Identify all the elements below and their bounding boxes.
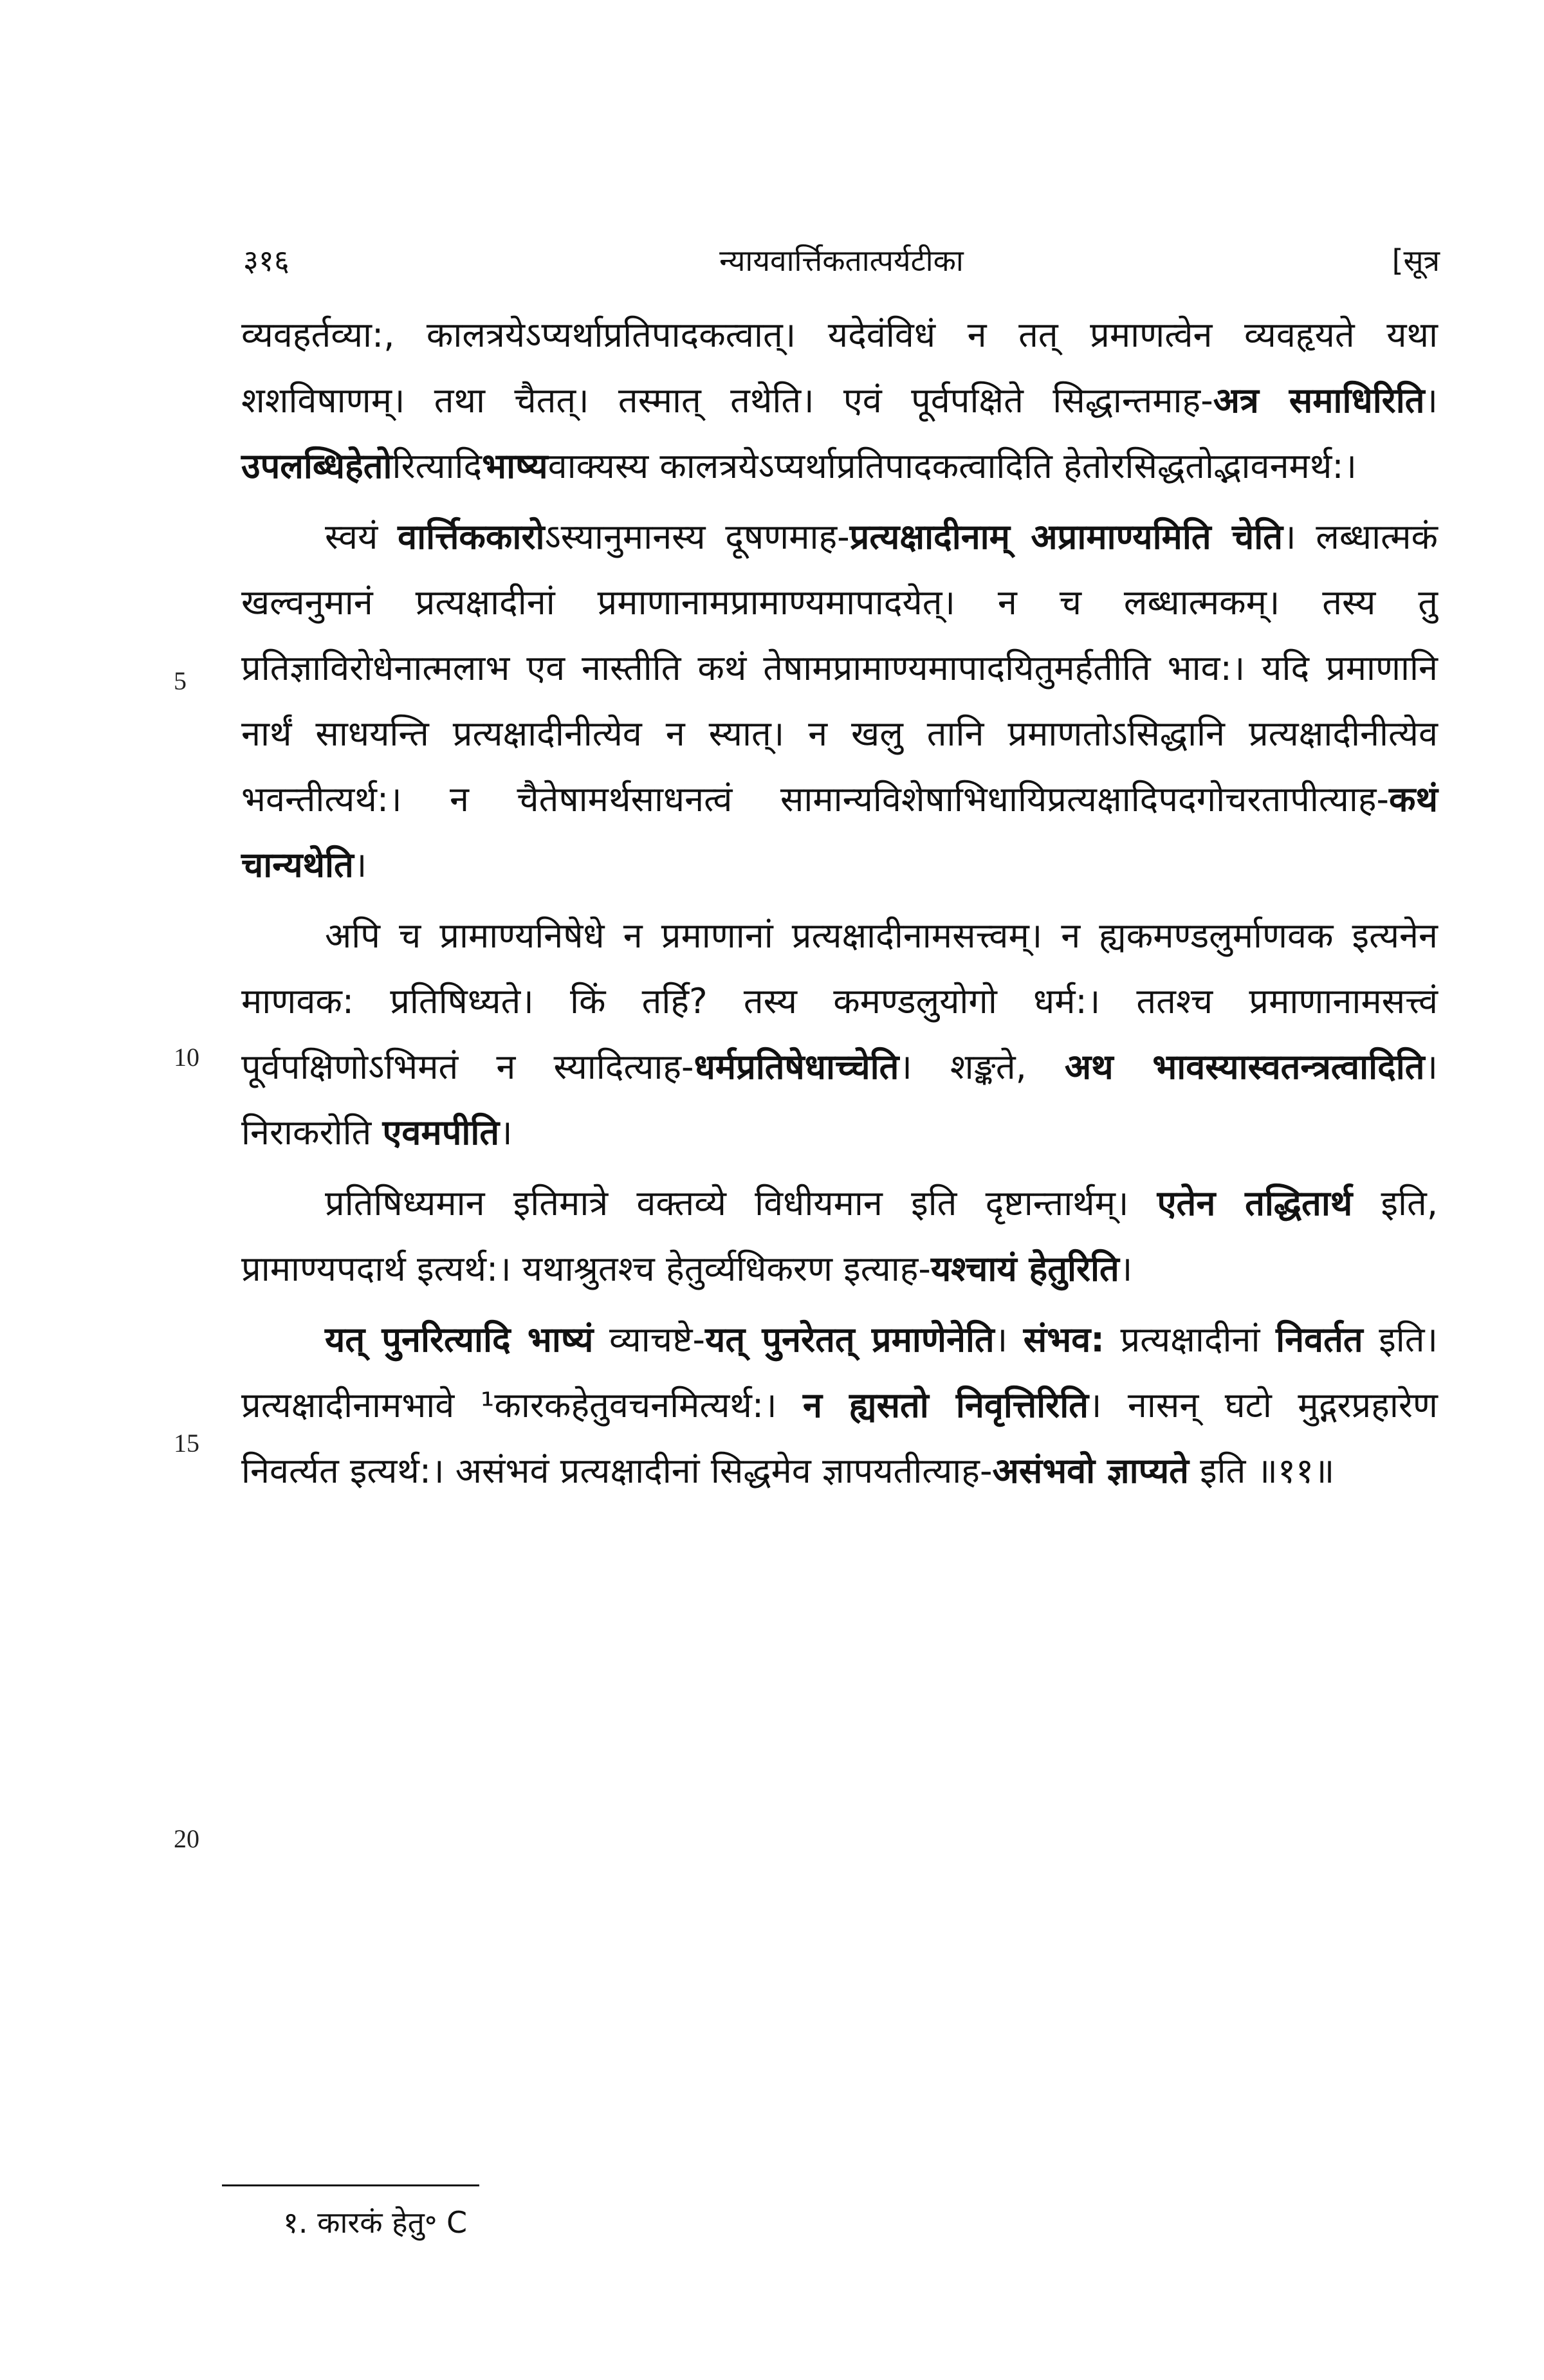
- running-header: [243, 238, 1440, 283]
- paragraph: [241, 504, 1438, 898]
- bold-lemma: भाष्य: [482, 446, 548, 486]
- bold-lemma: कथं चान्यथेति: [241, 779, 1438, 885]
- bold-lemma: प्रत्यक्षादीनाम् अप्रामाण्यमिति चेति: [849, 517, 1283, 557]
- text-run: अपि च प्रामाण्यनिषेधे न प्रमाणानां प्रत्यक्षादीनामसत्त्वम्। न ह्यकमण्डलुर्माणवक इत्यनेन माणवक: प्रतिषिध्यते। किं तर्हि? तस्य कमण्डलुयोगो धर्म:। ततश्च प्रमाणानामसत्त्वं पूर्वपक्षिणोऽभिमतं न स्यादित्याह-: [241, 915, 1438, 1087]
- footnote-divider: [222, 2184, 479, 2186]
- running-title: न्यायवार्त्तिकतात्पर्यटीका: [719, 243, 964, 278]
- text-run: व्याचष्टे-: [593, 1319, 706, 1360]
- text-run: ।: [1119, 1249, 1133, 1289]
- bold-lemma: निवर्तत: [1276, 1319, 1363, 1360]
- bold-lemma: संभव:: [1023, 1319, 1105, 1360]
- bold-lemma: यत् पुनरेतत् प्रमाणेनेति: [705, 1319, 995, 1360]
- text-run: इति ॥११॥: [1188, 1451, 1335, 1491]
- body-text: [241, 302, 1438, 1504]
- text-run: स्वयं: [325, 517, 398, 557]
- text-run: ।: [994, 1319, 1024, 1360]
- page-number: ३१६: [243, 243, 290, 278]
- footnote: १. कारकं हेतु॰ C: [283, 2205, 468, 2240]
- text-run: ।: [499, 1112, 513, 1153]
- bold-lemma: यत् पुनरित्यादि भाष्यं: [325, 1319, 594, 1360]
- text-run: । नासन् घटो मुद्गरप्रहारेण निवर्त्यत इत्यर्थ:। असंभवं प्रत्यक्षादीनां सिद्धमेव ज्ञापयतीत्याह-: [241, 1385, 1438, 1491]
- line-number: 20: [174, 1824, 199, 1853]
- line-number: 5: [174, 666, 187, 695]
- text-run: ।: [353, 845, 367, 885]
- line-number: 10: [174, 1043, 199, 1072]
- text-run: व्यवहर्तव्या:, कालत्रयेऽप्यर्थाप्रतिपादकत्वात्। यदेवंविधं न तत् प्रमाणत्वेन व्यवहृयते यथा शशविषाणम्। तथा चैतत्। तस्मात् तथेति। एवं पूर्वपक्षिते सिद्धान्तमाह-: [241, 315, 1438, 421]
- bold-lemma: यश्चायं हेतुरिति: [930, 1249, 1119, 1289]
- text-run: वाक्यस्य कालत्रयेऽप्यर्थाप्रतिपादकत्वादिति हेतोरसिद्धतोद्भावनमर्थ:।: [547, 446, 1357, 486]
- paragraph: [241, 302, 1438, 499]
- bold-lemma: न ह्यसतो निवृत्तिरिति: [802, 1385, 1089, 1425]
- text-run: । लब्धात्मकं खल्वनुमानं प्रत्यक्षादीनां प्रमाणानामप्रामाण्यमापादयेत्। न च लब्धात्मकम्। तस्य तु प्रतिज्ञाविरोधेनात्मलाभ एव नास्तीति कथं तेषामप्रामाण्यमापादयितुमर्हतीति भाव:। यदि प्रमाणानि नार्थं साधयन्ति प्रत्यक्षादीनीत्येव न स्यात्। न खलु तानि प्रमाणतोऽसिद्धानि प्रत्यक्षादीनीत्येव भवन्तीत्यर्थ:। न चैतेषामर्थसाधनत्वं सामान्यविशेषाभिधायिप्रत्यक्षादिपदगोचरतापीत्याह-: [241, 517, 1438, 819]
- text-run: । शङ्कते,: [899, 1047, 1065, 1087]
- bold-lemma: एवमपीति: [382, 1112, 500, 1153]
- text-run: ऽस्यानुमानस्य दूषणमाह-: [544, 517, 850, 557]
- text-run: ।: [1424, 380, 1438, 421]
- text-run: रित्यादि: [392, 446, 482, 486]
- section-mark: [सूत्र: [1392, 243, 1440, 278]
- text-run: इति। प्रत्यक्षादीनामभावे ¹कारकहेतुवचनमित्यर्थ:।: [241, 1319, 1438, 1425]
- text-run: प्रत्यक्षादीनां: [1104, 1319, 1276, 1360]
- text-run: । निराकरोति: [241, 1047, 1438, 1153]
- bold-lemma: अत्र समाधिरिति: [1213, 380, 1425, 421]
- bold-lemma: वार्त्तिककारो: [398, 517, 545, 557]
- bold-lemma: एतेन तद्धितार्थ: [1157, 1183, 1353, 1223]
- bold-lemma: असंभवो ज्ञाप्यते: [992, 1451, 1189, 1491]
- bold-lemma: धर्मप्रतिषेधाच्चेति: [694, 1047, 899, 1087]
- text-run: प्रतिषिध्यमान इतिमात्रे वक्तव्ये विधीयमान इति दृष्टान्तार्थम्।: [325, 1183, 1157, 1223]
- bold-lemma: अथ भावस्यास्वतन्त्रत्वादिति: [1064, 1047, 1425, 1087]
- paragraph: [241, 903, 1438, 1166]
- text-run: इति, प्रामाण्यपदार्थ इत्यर्थ:। यथाश्रुतश्च हेतुर्व्यधिकरण इत्याह-: [241, 1183, 1438, 1289]
- paragraph: [241, 1307, 1438, 1504]
- line-number: 15: [174, 1429, 199, 1458]
- paragraph: [241, 1171, 1438, 1302]
- bold-lemma: उपलब्धिहेतो: [241, 446, 392, 486]
